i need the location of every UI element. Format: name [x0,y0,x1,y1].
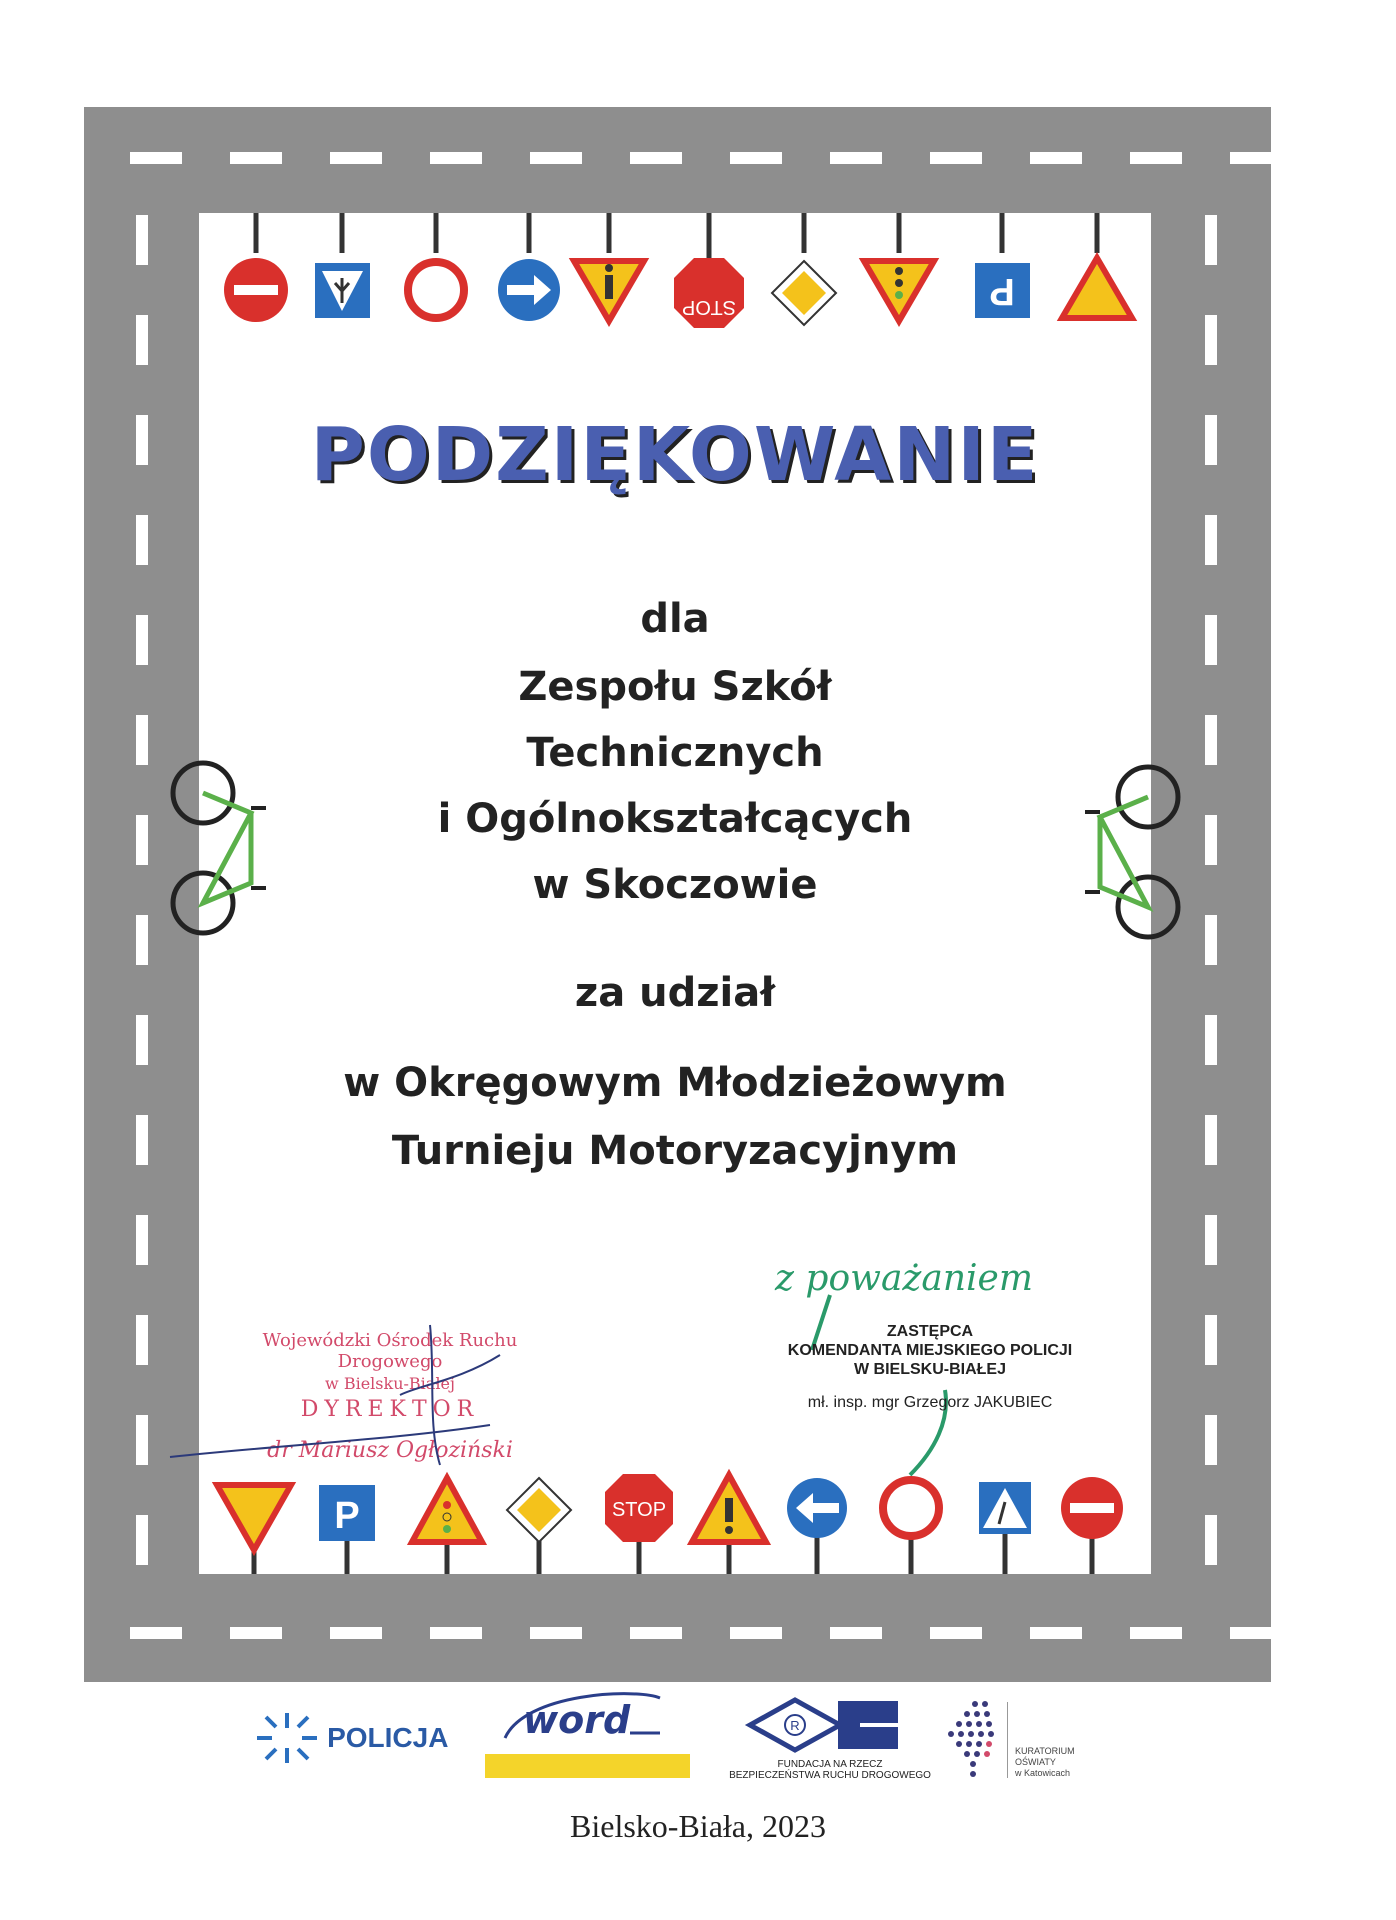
bicycle-left-icon [166,758,276,943]
warning-inverted-sign-icon [574,261,644,321]
road-dash [730,152,782,164]
road-dash [530,1627,582,1639]
pedestrian-crossing-sign-icon [979,1482,1031,1534]
kuratorium-label-1: KURATORIUM [1015,1746,1075,1756]
no-vehicles-sign-icon [408,262,464,318]
arrow-right-sign-icon [498,259,560,321]
traffic-light-warning-sign-icon [864,261,934,321]
road-dash [330,152,382,164]
road-dash [230,152,282,164]
road-dash [1205,415,1217,465]
arrow-left-sign-icon [787,1478,847,1538]
road-dash [1205,1415,1217,1465]
road-dash [136,1415,148,1465]
warning-triangle-sign-icon [1062,258,1132,318]
road-dash [136,515,148,565]
no-entry-sign-icon [224,258,288,322]
road-dash [830,1627,882,1639]
bottom-signs-row [199,1460,1151,1574]
road-dash [1205,1015,1217,1065]
stamp-word-line-2: w Bielsku-Białej [325,1374,455,1393]
kuratorium-label-2: OŚWIATY [1015,1757,1056,1767]
body-line-za-udzial: za udział [574,970,776,1016]
stamp-policja-line-4: mł. insp. mgr Grzegorz JAKUBIEC [807,1394,1053,1411]
body-line-school-4: w Skoczowie [532,862,818,908]
road-dash [430,1627,482,1639]
body-line-school-3: i Ogólnokształcących [437,796,913,842]
road-dash [136,1215,148,1265]
stamp-policja-line-1: ZASTĘPCA [886,1323,974,1340]
road-dash [1230,152,1282,164]
stamp-policja [760,1322,1100,1412]
traffic-light-triangle-sign-icon [412,1478,482,1542]
word-logo-label: word [523,1698,631,1742]
body-line-school-1: Zespołu Szkół [518,664,832,710]
kuratorium-divider [1007,1702,1008,1778]
fundacja-emblem-icon [740,1695,920,1755]
top-signs-row [199,213,1151,333]
road-dash [330,1627,382,1639]
stamp-policja-line-2: KOMENDANTA MIEJSKIEGO POLICJI [787,1342,1073,1359]
road-dash [136,415,148,465]
fundacja-logo [725,1695,935,1785]
road-dash [1205,1215,1217,1265]
parking-sign-top-icon [975,263,1030,318]
road-dash [1205,215,1217,265]
body-line-school-2: Technicznych [526,730,824,776]
road-dash [230,1627,282,1639]
kuratorium-label-3: w Katowicach [1015,1768,1071,1778]
stop-sign-top-icon [674,258,744,328]
kuratorium-dots-icon [945,1698,1005,1788]
road-dash [130,1627,182,1639]
road-dash [630,152,682,164]
road-dash [130,152,182,164]
priority-road-sign-icon [772,261,836,325]
stamp-word-line-1: Wojewódzki Ośrodek Ruchu Drogowego [262,1330,518,1372]
body-line-event-2: Turnieju Motoryzacyjnym [391,1128,959,1174]
no-entry-bottom-sign-icon [1061,1477,1123,1539]
bicycle-right-icon [1075,762,1185,947]
stop-sign-bottom-label: STOP [611,1499,667,1521]
signature-left-icon [160,1315,560,1475]
road-dash [1030,152,1082,164]
road-dash [1205,315,1217,365]
place-and-date: Bielsko-Biała, 2023 [570,1808,826,1844]
road-dash [1205,615,1217,665]
fundacja-mark-label: R [790,1718,800,1733]
fundacja-label-1: FUNDACJA NA RZECZ [777,1759,883,1770]
priority-road-bottom-sign-icon [507,1478,571,1542]
body-line-event-1: w Okręgowym Młodzieżowym [343,1060,1007,1106]
stamp-word-line-4: dr Mariusz Ogłoziński [267,1438,513,1463]
road-dash [136,915,148,965]
road-dash [136,315,148,365]
road-dash [530,152,582,164]
road-dash [1205,1515,1217,1565]
policja-logo-label: POLICJA [327,1722,449,1753]
road-dash [136,815,148,865]
road-dash [1230,1627,1282,1639]
page-title: PODZIĘKOWANIE [310,412,1040,498]
road-dash [730,1627,782,1639]
stop-sign-top-label: STOP [681,296,737,318]
fundacja-label-2: BEZPIECZEŃSTWA RUCHU DROGOWEGO [729,1770,931,1781]
blue-info-sign-icon [315,263,370,318]
road-dash [930,152,982,164]
road-dash [136,1115,148,1165]
road-dash [136,1515,148,1565]
road-dash [1205,1315,1217,1365]
yield-sign-icon [217,1485,291,1550]
policja-logo [252,1708,448,1768]
road-dash [430,152,482,164]
signature-handwritten-text: z poważaniem [775,1258,1033,1299]
stamp-word-line-3: DYREKTOR [300,1397,480,1422]
parking-sign-bottom-icon [319,1485,375,1541]
road-dash [630,1627,682,1639]
road-dash [1130,1627,1182,1639]
road-dash [830,152,882,164]
exclamation-warning-sign-icon [692,1475,766,1542]
road-dash [1205,715,1217,765]
road-dash [1205,1115,1217,1165]
road-dash [930,1627,982,1639]
road-dash [136,215,148,265]
road-dash [1205,515,1217,565]
road-dash [136,1015,148,1065]
body-line-dla: dla [640,596,710,642]
road-dash [136,1315,148,1365]
parking-sign-bottom-label: P [334,1495,360,1537]
stamp-policja-line-3: W BIELSKU-BIAŁEJ [854,1361,1006,1378]
policja-star-icon [252,1708,322,1768]
road-dash [136,715,148,765]
road-dash [1130,152,1182,164]
parking-sign-top-label: P [989,270,1015,312]
road-dash [1030,1627,1082,1639]
word-logo-bar [485,1754,690,1778]
stop-sign-bottom-icon [605,1474,673,1542]
road-dash [1205,815,1217,865]
road-dash [136,615,148,665]
no-vehicles-bottom-sign-icon [883,1480,939,1536]
word-swoosh-icon [485,1688,695,1748]
road-dash [1205,915,1217,965]
word-logo [485,1688,695,1780]
kuratorium-logo [945,1698,1085,1788]
